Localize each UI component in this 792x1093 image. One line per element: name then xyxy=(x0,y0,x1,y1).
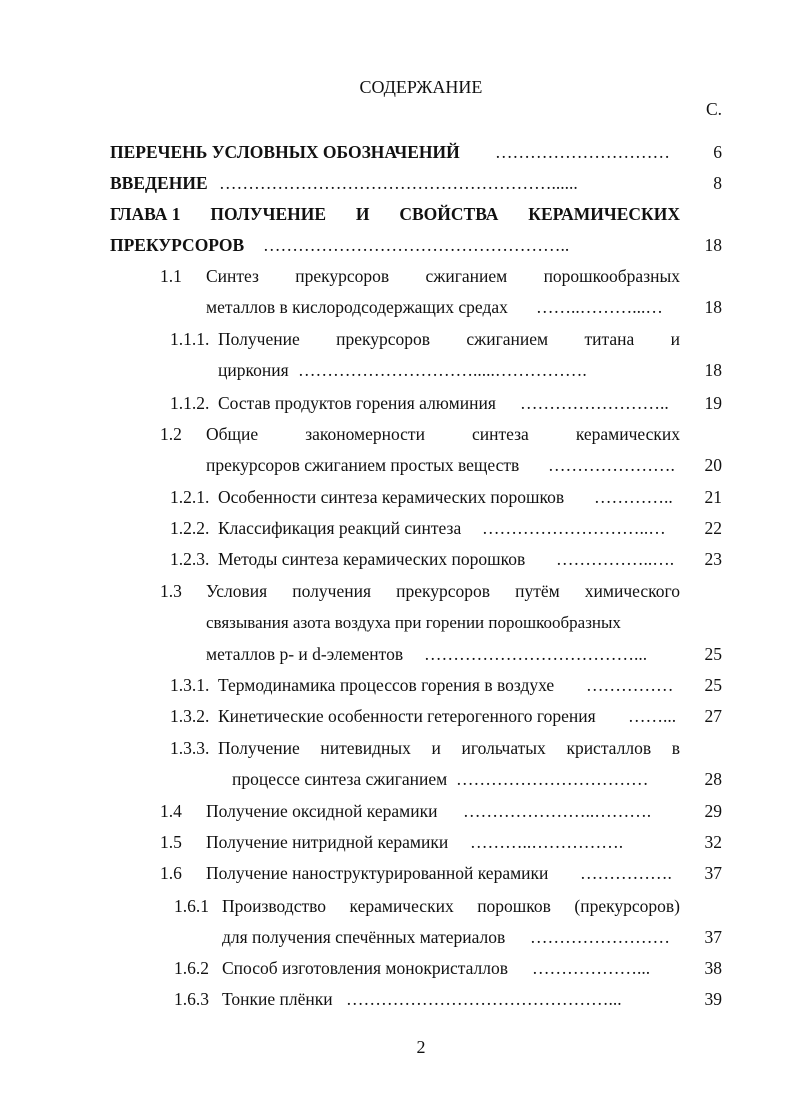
toc-leader-dots: ………….. xyxy=(594,487,673,507)
toc-page-number: 25 xyxy=(704,644,722,664)
toc-leader-dots: …………………. xyxy=(548,455,675,475)
toc-leader-dots: …………………….. xyxy=(520,393,669,413)
toc-page-number: 6 xyxy=(713,142,722,162)
toc-entry-text: ВВЕДЕНИЕ xyxy=(110,173,208,193)
toc-entry-text: Термодинамика процессов горения в воздухе xyxy=(218,675,555,695)
toc-section-number: 1.5 xyxy=(160,832,182,852)
toc-leader-dots: …………………..………. xyxy=(463,801,652,821)
toc-page-number: 29 xyxy=(704,801,722,821)
toc-entry-text: Состав продуктов горения алюминия xyxy=(218,393,496,413)
toc-page-number: 32 xyxy=(704,832,722,852)
toc-entry-text: Особенности синтеза керамических порошков xyxy=(218,487,565,507)
toc-leader-dots: ………………………………... xyxy=(424,644,648,664)
toc-section-number: 1.3 xyxy=(160,581,182,601)
toc-page-number: 8 xyxy=(713,173,722,193)
toc-section-number: 1.3.1. xyxy=(170,675,210,695)
toc-chapter-line: ГЛАВА 1 ПОЛУЧЕНИЕ И СВОЙСТВА КЕРАМИЧЕСКИХ xyxy=(110,204,680,224)
toc-leader-dots: ………………………… xyxy=(495,142,670,162)
toc-page-number: 23 xyxy=(704,549,722,569)
toc-page-number: 37 xyxy=(704,863,722,883)
toc-entry-text: прекурсоров сжиганием простых веществ xyxy=(206,455,520,475)
toc-entry-text: ПЕРЕЧЕНЬ УСЛОВНЫХ ОБОЗНАЧЕНИЙ xyxy=(110,142,460,162)
toc-entry-text: Получение нитевидных и игольчатых кристаллов в xyxy=(218,738,680,758)
toc-leader-dots: …………………………… xyxy=(456,769,649,789)
toc-entry-text: Способ изготовления монокристаллов xyxy=(222,958,508,978)
toc-section-number: 1.6.3 xyxy=(174,989,209,1009)
page-title: СОДЕРЖАНИЕ xyxy=(359,77,483,97)
toc-entry-text: Классификация реакций синтеза xyxy=(218,518,462,538)
toc-section-number: 1.1 xyxy=(160,266,182,286)
toc-entry-text: циркония xyxy=(218,360,289,380)
toc-page-number: 22 xyxy=(704,518,722,538)
toc-entry-text: процессе синтеза сжиганием xyxy=(232,769,448,789)
toc-section-number: 1.2.1. xyxy=(170,487,210,507)
toc-entry-text: Синтез прекурсоров сжиганием порошкообразных xyxy=(206,266,680,286)
toc-entry-text: металлов p- и d-элементов xyxy=(206,644,404,664)
toc-entry-text: Производство керамических порошков (прекурсоров) xyxy=(222,896,680,916)
toc-leader-dots: ………………………………………... xyxy=(346,989,622,1009)
toc-leader-dots: ………………... xyxy=(532,958,651,978)
toc-page-number: 25 xyxy=(704,675,722,695)
toc-page-number: 21 xyxy=(704,487,722,507)
toc-entry-text: Получение наноструктурированной керамики xyxy=(206,863,549,883)
toc-leader-dots: ………………………..… xyxy=(482,518,666,538)
toc-leader-dots: …………………………………………….. xyxy=(263,235,570,255)
toc-leader-dots: ……………. xyxy=(580,863,672,883)
toc-entry-text: ПРЕКУРСОРОВ xyxy=(110,235,245,255)
chapter-label: ГЛАВА 1 xyxy=(110,204,181,224)
toc-section-number: 1.2 xyxy=(160,424,182,444)
toc-entry-text: Общие закономерности синтеза керамических xyxy=(206,424,680,444)
toc-entry-text: Получение прекурсоров сжиганием титана и xyxy=(218,329,680,349)
toc-page-number: 18 xyxy=(704,235,722,255)
toc-page-number: 27 xyxy=(704,706,722,726)
toc-page-number: 37 xyxy=(704,927,722,947)
toc-entry-text: Получение нитридной керамики xyxy=(206,832,449,852)
toc-entry-text: связывания азота воздуха при горении порошкообразных xyxy=(206,613,621,632)
toc-leader-dots: …………………… xyxy=(530,927,670,947)
toc-leader-dots: ………………………….....……………. xyxy=(298,360,587,380)
toc-section-number: 1.6.1 xyxy=(174,896,209,916)
toc-entry-text: Тонкие плёнки xyxy=(222,989,333,1009)
toc-section-number: 1.1.2. xyxy=(170,393,210,413)
toc-section-number: 1.4 xyxy=(160,801,182,821)
toc-entry-text: Получение оксидной керамики xyxy=(206,801,438,821)
toc-section-number: 1.6 xyxy=(160,863,182,883)
toc-section-number: 1.3.3. xyxy=(170,738,210,758)
toc-page-number: 18 xyxy=(704,297,722,317)
toc-section-number: 1.2.2. xyxy=(170,518,210,538)
toc-entry-text: Условия получения прекурсоров путём химического xyxy=(206,581,680,601)
toc-leader-dots: ……………..…. xyxy=(556,549,675,569)
toc-page-number: 38 xyxy=(704,958,722,978)
toc-page-number: 20 xyxy=(704,455,722,475)
toc-leader-dots: …………………………………………………...... xyxy=(219,173,578,193)
toc-section-number: 1.6.2 xyxy=(174,958,209,978)
toc-section-number: 1.1.1. xyxy=(170,329,210,349)
toc-page-number: 19 xyxy=(704,393,722,413)
toc-entry-text: для получения спечённых материалов xyxy=(222,927,506,947)
page-column-header: С. xyxy=(705,99,722,119)
toc-page-number: 39 xyxy=(704,989,722,1009)
toc-leader-dots: ……... xyxy=(628,706,677,726)
toc-section-number: 1.3.2. xyxy=(170,706,210,726)
toc-section-number: 1.2.3. xyxy=(170,549,210,569)
toc-leader-dots: ……..………...… xyxy=(536,297,663,317)
toc-leader-dots: ………..……………. xyxy=(470,832,624,852)
toc-page-number: 28 xyxy=(704,769,722,789)
toc-entry-text: Кинетические особенности гетерогенного горения xyxy=(218,706,596,726)
toc-page-number: 18 xyxy=(704,360,722,380)
toc-leader-dots: …………… xyxy=(586,675,674,695)
page-number-footer: 2 xyxy=(416,1037,426,1057)
toc-entry-text: Методы синтеза керамических порошков xyxy=(218,549,526,569)
toc-entry-text: металлов в кислородсодержащих средах xyxy=(206,297,508,317)
